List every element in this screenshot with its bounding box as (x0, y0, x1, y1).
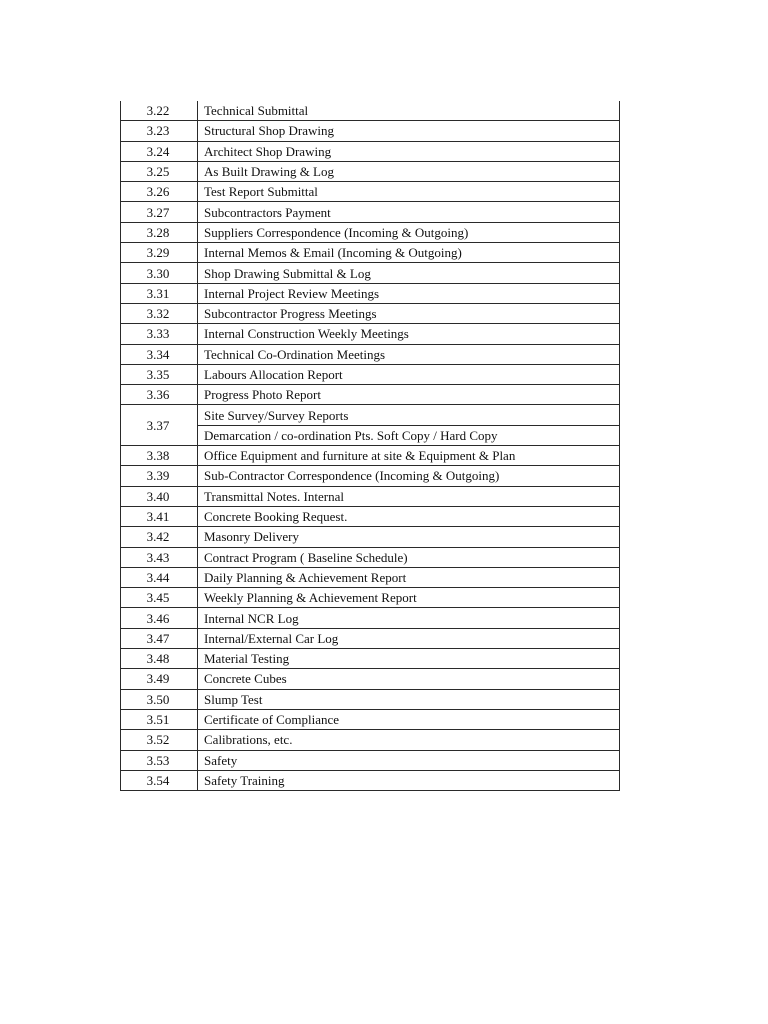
table-row (121, 121, 620, 141)
item-description: Masonry Delivery (198, 527, 620, 547)
document-table (120, 101, 620, 791)
item-number: 3.45 (121, 588, 198, 608)
item-description: Transmittal Notes. Internal (198, 486, 620, 506)
table-row (121, 101, 620, 121)
table-row (121, 709, 620, 729)
item-number: 3.35 (121, 364, 198, 384)
item-number: 3.49 (121, 669, 198, 689)
item-number: 3.22 (121, 101, 198, 121)
table-row (121, 202, 620, 222)
item-number: 3.28 (121, 222, 198, 242)
item-number: 3.52 (121, 730, 198, 750)
item-description: Internal Memos & Email (Incoming & Outgoing) (198, 243, 620, 263)
table-row (121, 649, 620, 669)
item-description: Concrete Booking Request. (198, 506, 620, 526)
item-number: 3.42 (121, 527, 198, 547)
item-description: Suppliers Correspondence (Incoming & Outgoing) (198, 222, 620, 242)
item-description: Demarcation / co-ordination Pts. Soft Copy / Hard Copy (198, 425, 620, 445)
item-number: 3.25 (121, 161, 198, 181)
item-number: 3.53 (121, 750, 198, 770)
item-number: 3.48 (121, 649, 198, 669)
item-number: 3.39 (121, 466, 198, 486)
item-number: 3.46 (121, 608, 198, 628)
item-description: Safety Training (198, 770, 620, 790)
table-row (121, 263, 620, 283)
item-number: 3.31 (121, 283, 198, 303)
table-row (121, 344, 620, 364)
table-row (121, 770, 620, 790)
table-row (121, 628, 620, 648)
table-row (121, 161, 620, 181)
item-description: Technical Submittal (198, 101, 620, 121)
item-description: Test Report Submittal (198, 182, 620, 202)
table-row (121, 730, 620, 750)
table-row (121, 364, 620, 384)
item-number: 3.40 (121, 486, 198, 506)
item-description: Shop Drawing Submittal & Log (198, 263, 620, 283)
table-row (121, 547, 620, 567)
table-row (121, 222, 620, 242)
item-description: Site Survey/Survey Reports (198, 405, 620, 425)
item-number: 3.27 (121, 202, 198, 222)
table-row (121, 141, 620, 161)
item-number: 3.33 (121, 324, 198, 344)
item-description: Subcontractors Payment (198, 202, 620, 222)
table-row (121, 506, 620, 526)
item-description: Internal Project Review Meetings (198, 283, 620, 303)
table-row (121, 750, 620, 770)
item-description: Subcontractor Progress Meetings (198, 303, 620, 323)
item-description: Technical Co-Ordination Meetings (198, 344, 620, 364)
item-number: 3.23 (121, 121, 198, 141)
item-description: Progress Photo Report (198, 385, 620, 405)
table-row (121, 182, 620, 202)
table-row (121, 527, 620, 547)
table-row (121, 567, 620, 587)
item-number: 3.54 (121, 770, 198, 790)
item-description: Internal/External Car Log (198, 628, 620, 648)
item-number: 3.50 (121, 689, 198, 709)
table-row (121, 608, 620, 628)
table-row (121, 486, 620, 506)
table-row (121, 324, 620, 344)
table-row (121, 466, 620, 486)
item-description: Daily Planning & Achievement Report (198, 567, 620, 587)
item-description: Architect Shop Drawing (198, 141, 620, 161)
item-number: 3.44 (121, 567, 198, 587)
table-row (121, 669, 620, 689)
item-number: 3.43 (121, 547, 198, 567)
item-description: Internal Construction Weekly Meetings (198, 324, 620, 344)
item-description: Labours Allocation Report (198, 364, 620, 384)
item-number: 3.24 (121, 141, 198, 161)
table-row (121, 385, 620, 405)
item-description: Internal NCR Log (198, 608, 620, 628)
table-row (121, 243, 620, 263)
item-description: Contract Program ( Baseline Schedule) (198, 547, 620, 567)
item-description: Calibrations, etc. (198, 730, 620, 750)
item-description: Slump Test (198, 689, 620, 709)
item-number: 3.38 (121, 446, 198, 466)
item-number: 3.51 (121, 709, 198, 729)
item-description: Material Testing (198, 649, 620, 669)
item-number: 3.41 (121, 506, 198, 526)
item-description: Office Equipment and furniture at site & Equipment & Plan (198, 446, 620, 466)
item-number: 3.29 (121, 243, 198, 263)
item-description: Sub-Contractor Correspondence (Incoming & Outgoing) (198, 466, 620, 486)
table-row (121, 689, 620, 709)
item-description: Structural Shop Drawing (198, 121, 620, 141)
item-number: 3.36 (121, 385, 198, 405)
table-row (121, 303, 620, 323)
table-row (121, 405, 620, 425)
item-description: Certificate of Compliance (198, 709, 620, 729)
item-number: 3.37 (121, 405, 198, 446)
item-description: As Built Drawing & Log (198, 161, 620, 181)
item-number: 3.30 (121, 263, 198, 283)
item-description: Weekly Planning & Achievement Report (198, 588, 620, 608)
item-number: 3.26 (121, 182, 198, 202)
item-number: 3.47 (121, 628, 198, 648)
table-row (121, 446, 620, 466)
table-row (121, 588, 620, 608)
item-number: 3.34 (121, 344, 198, 364)
item-description: Concrete Cubes (198, 669, 620, 689)
item-number: 3.32 (121, 303, 198, 323)
document-table-body (121, 101, 620, 791)
table-row (121, 283, 620, 303)
item-description: Safety (198, 750, 620, 770)
